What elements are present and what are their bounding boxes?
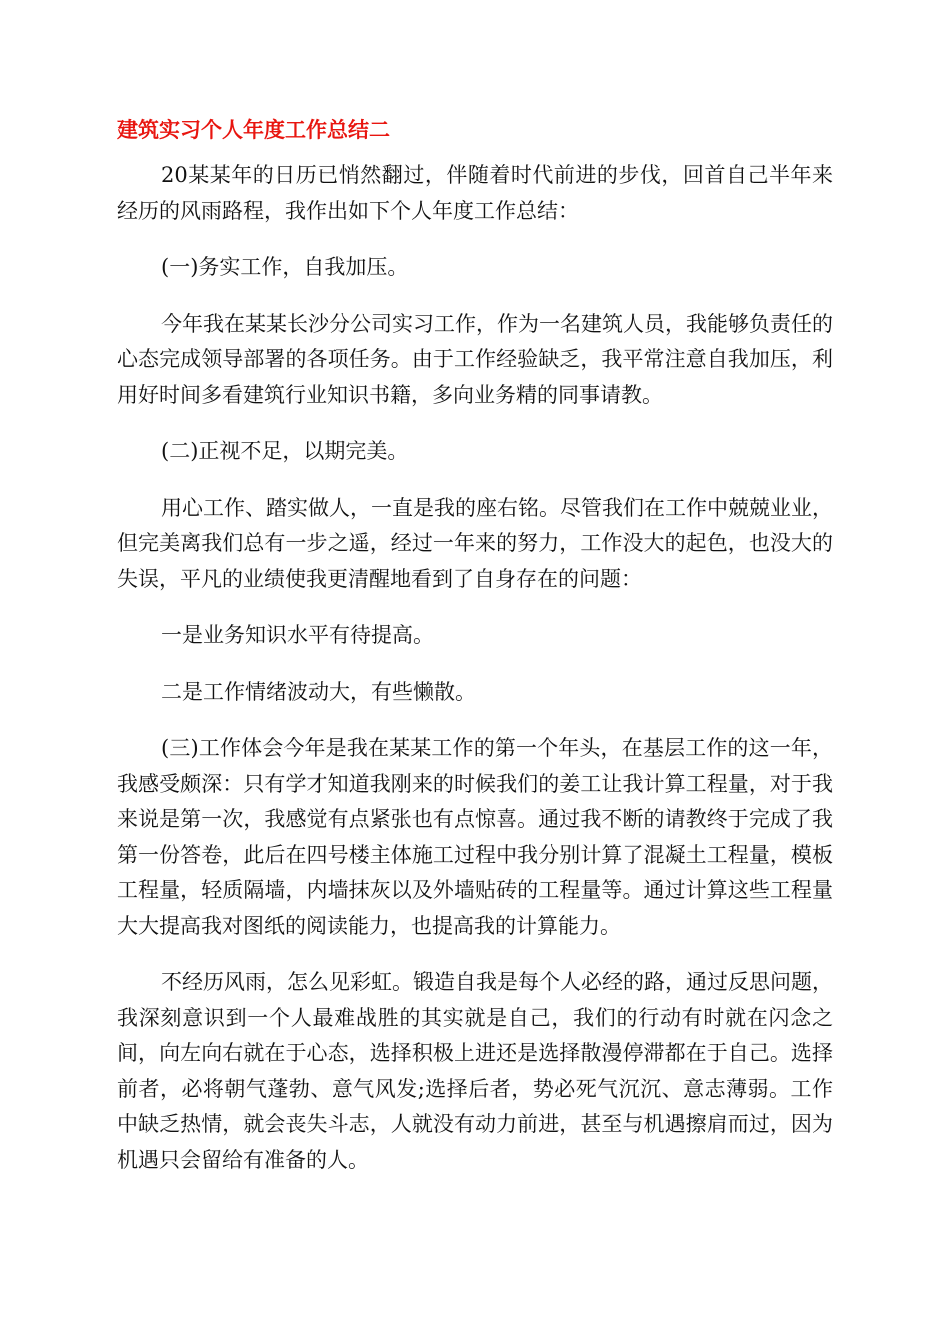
- list-item-1: 一是业务知识水平有待提高。: [161, 623, 434, 647]
- paragraph-section-1: 今年我在某某长沙分公司实习工作，作为一名建筑人员，我能够负责任的心态完成领导部署的各项任务。由于工作经验缺乏，我平常注意自我加压，利用好时间多看建筑行业知识书籍，多向业务精的同事请教。: [117, 311, 833, 407]
- section-heading-1: (一)务实工作，自我加压。: [161, 255, 409, 279]
- document-body: [117, 158, 833, 1199]
- paragraph-section-3: (三)工作体会今年是我在某某工作的第一个年头，在基层工作的这一年，我感受颇深：只有学才知道我刚来的时候我们的姜工让我计算工程量，对于我来说是第一次，我感觉有点紧张也有点惊喜。通过我不断的请教终于完成了我第一份答卷，此后在四号楼主体施工过程中我分别计算了混凝土工程量，模板工程量，轻质隔墙，内墙抹灰以及外墙贴砖的工程量等。通过计算这些工程量大大提高我对图纸的阅读能力，也提高我的计算能力。: [117, 736, 833, 938]
- paragraph-intro: 20某某年的日历已悄然翻过，伴随着时代前进的步伐，回首自己半年来经历的风雨路程，我作出如下个人年度工作总结：: [117, 163, 833, 223]
- section-heading-2: (二)正视不足，以期完美。: [161, 439, 409, 463]
- document-title: 建筑实习个人年度工作总结二: [117, 118, 390, 142]
- list-item-2: 二是工作情绪波动大，有些懒散。: [161, 679, 476, 704]
- paragraph-closing: 不经历风雨，怎么见彩虹。锻造自我是每个人必经的路，通过反思问题，我深刻意识到一个人最难战胜的其实就是自己，我们的行动有时就在闪念之间，向左向右就在于心态，选择积极上进还是选择散漫停滞都在于自己。选择前者，必将朝气蓬勃、意气风发;选择后者，势必死气沉沉、意志薄弱。工作中缺乏热情，就会丧失斗志，人就没有动力前进，甚至与机遇擦肩而过，因为机遇只会留给有准备的人。: [117, 970, 833, 1172]
- paragraph-section-2: 用心工作、踏实做人，一直是我的座右铭。尽管我们在工作中兢兢业业，但完美离我们总有一步之遥，经过一年来的努力，工作没大的起色，也没大的失误，平凡的业绩使我更清醒地看到了自身存在的问题：: [117, 495, 833, 591]
